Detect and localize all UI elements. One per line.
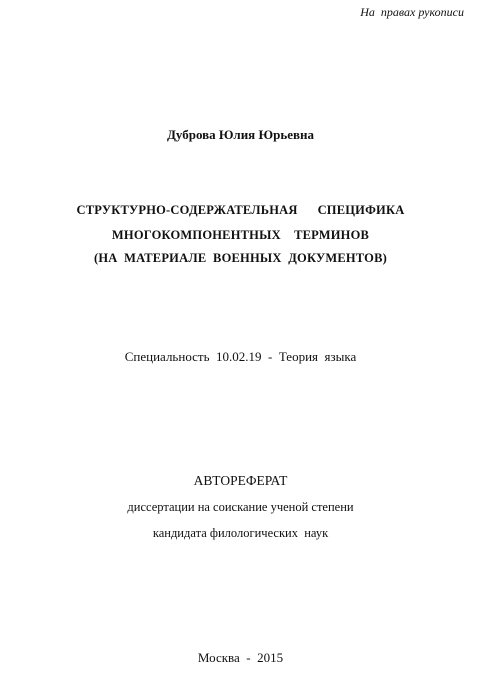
dissertation-line-1: диссертации на соискание ученой степени [127, 500, 354, 514]
dissertation-line-2: кандидата филологических наук [152, 526, 329, 540]
abstract-label: АВТОРЕФЕРАТ [193, 473, 288, 488]
specialty-line: Специальность 10.02.19 - Теория языка [124, 349, 357, 364]
title-line-2: МНОГОКОМПОНЕНТНЫХ ТЕРМИНОВ [111, 228, 370, 242]
city-year: Москва - 2015 [197, 650, 284, 665]
rights-note: На правах рукописи [360, 5, 464, 19]
title-line-3: (НА МАТЕРИАЛЕ ВОЕННЫХ ДОКУМЕНТОВ) [93, 251, 387, 265]
author-name: Дуброва Юлия Юрьевна [166, 127, 314, 142]
title-line-1: СТРУКТУРНО-СОДЕРЖАТЕЛЬНАЯ СПЕЦИФИКА [76, 203, 405, 217]
